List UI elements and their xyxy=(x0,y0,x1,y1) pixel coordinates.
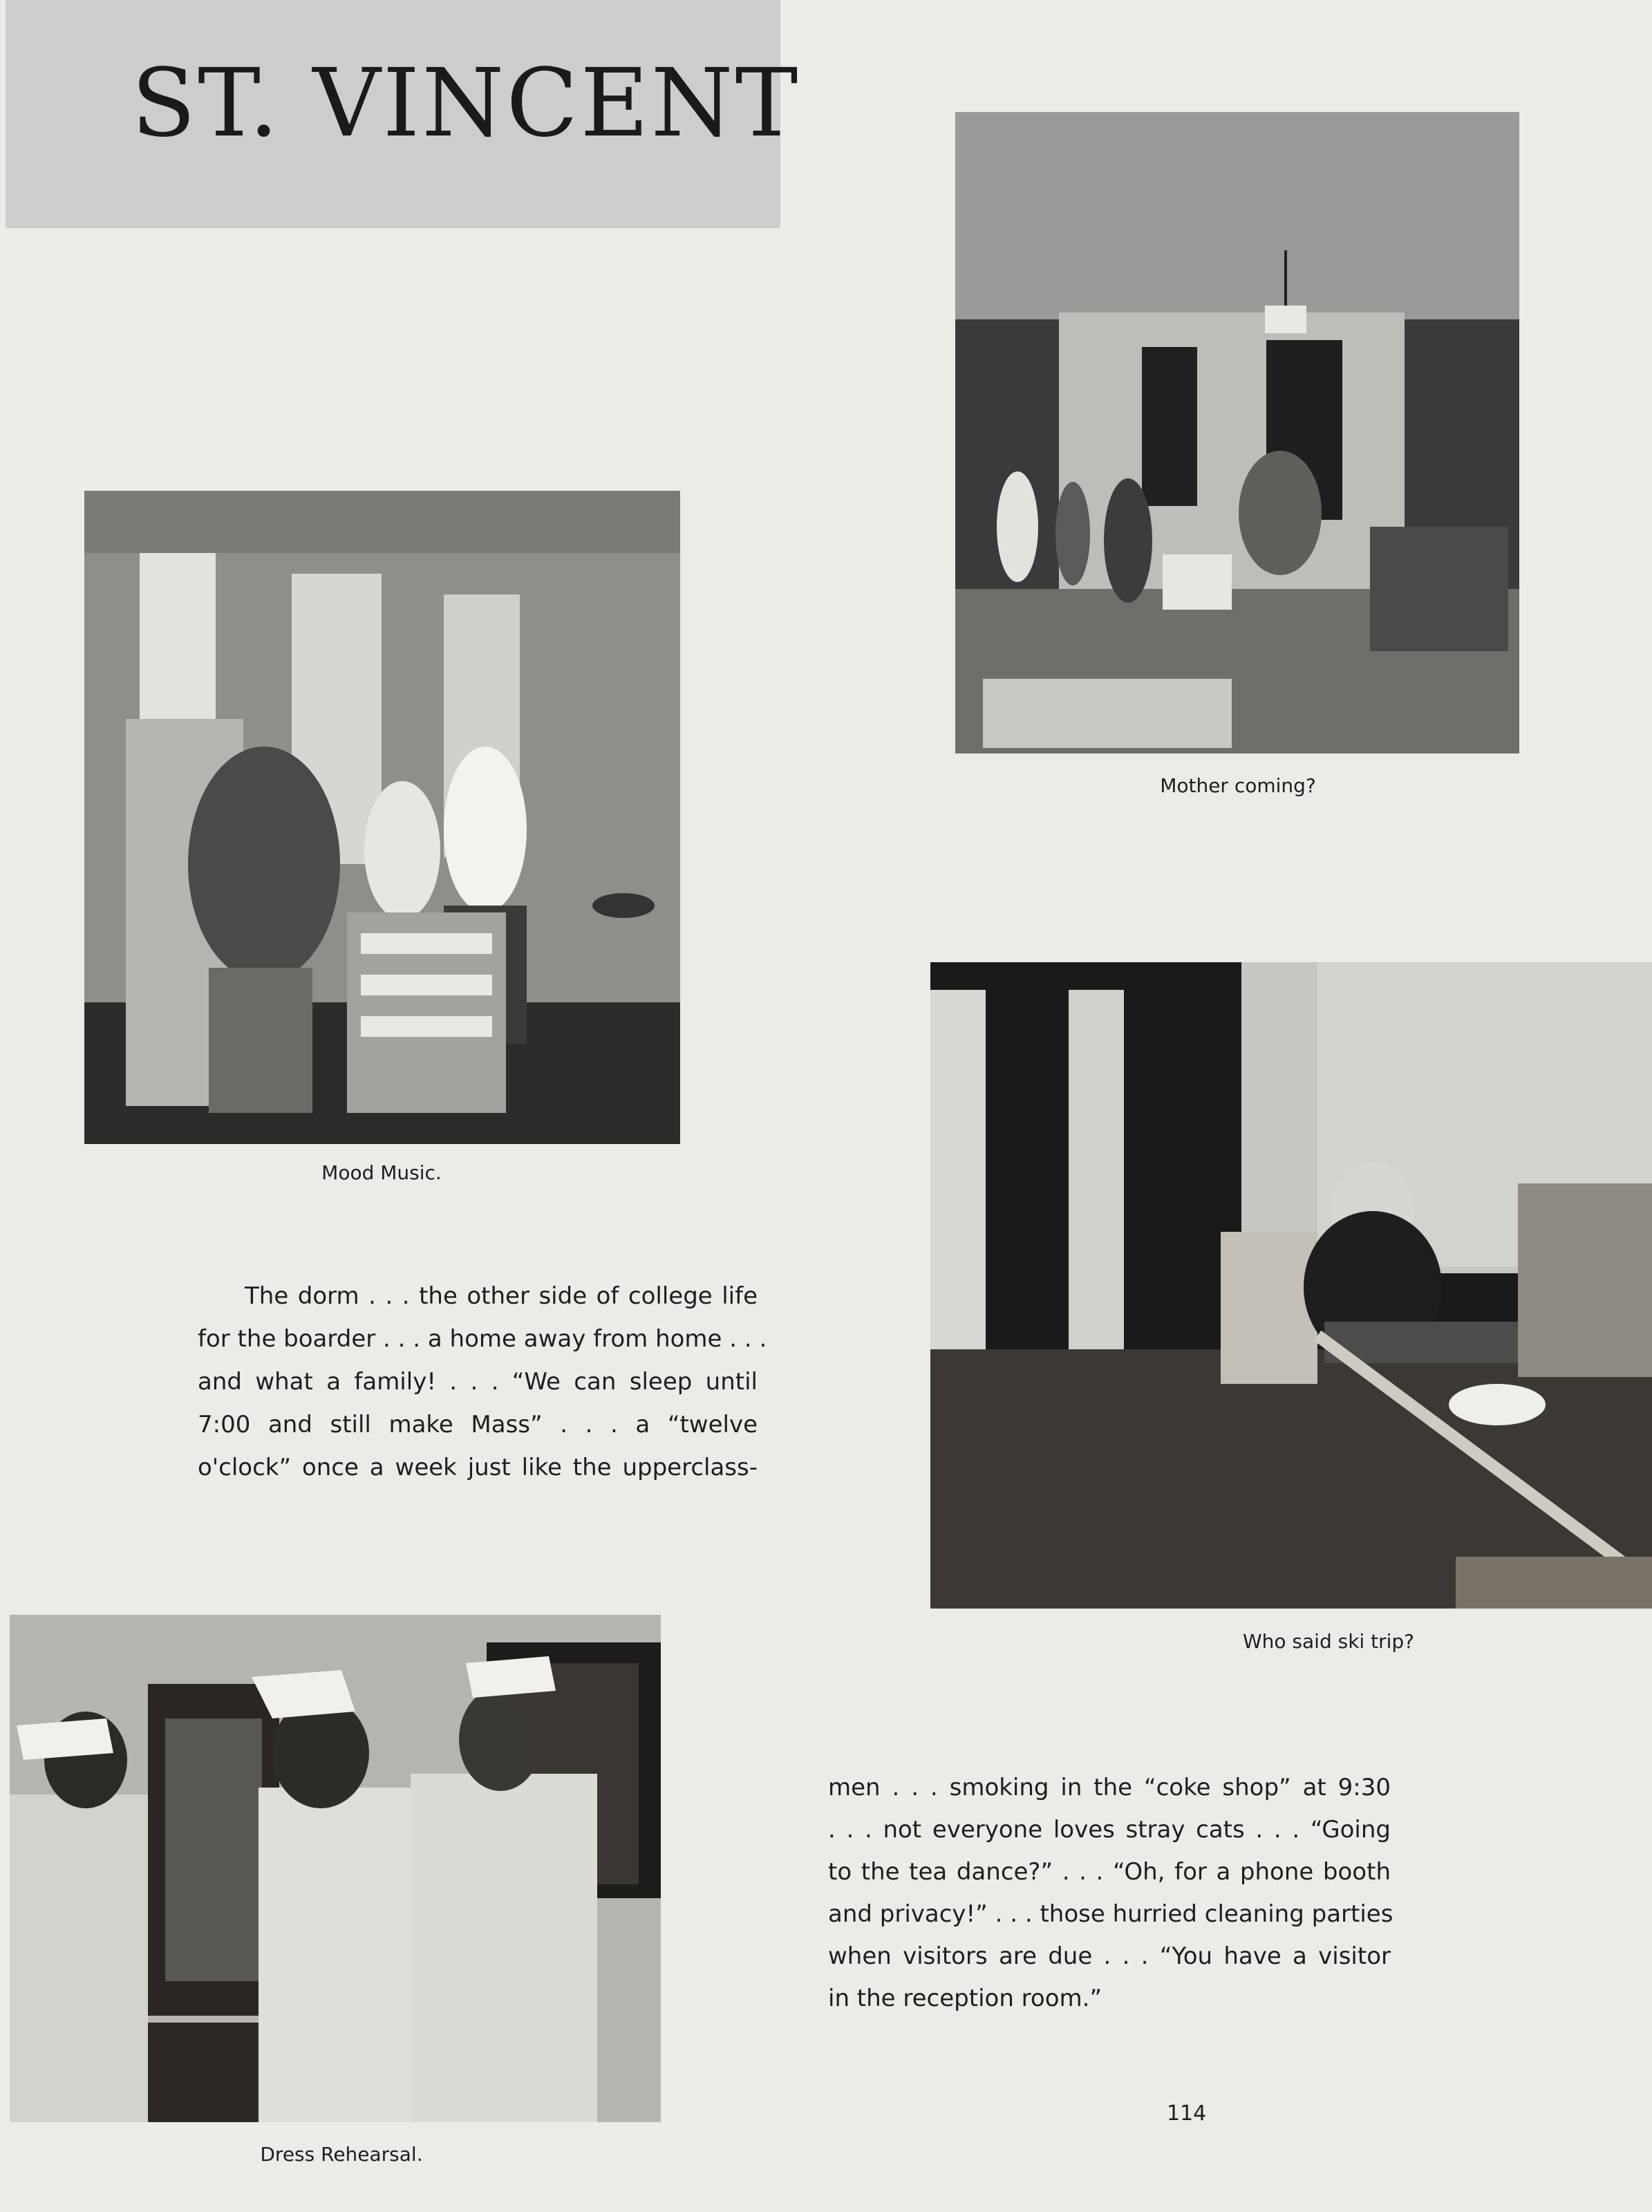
piano-scene-image xyxy=(84,491,680,1144)
photo-mood-music xyxy=(84,491,680,1144)
body-line: o'clock” once a week just like the upperclass- xyxy=(198,1454,758,1481)
body-line: men . . . smoking in the “coke shop” at 9:30 xyxy=(828,1774,1391,1801)
body-line: and privacy!” . . . those hurried cleaning parties xyxy=(828,1900,1393,1928)
body-line: and what a family! . . . “We can sleep until xyxy=(198,1368,758,1396)
hallway-scene-image xyxy=(930,962,1652,1609)
page-number: 114 xyxy=(1167,2101,1207,2126)
body-line: 7:00 and still make Mass” . . . a “twelve xyxy=(198,1411,758,1438)
nurses-scene-image xyxy=(10,1615,661,2122)
dorm-room-scene-image xyxy=(955,112,1519,753)
body-line: in the reception room.” xyxy=(828,1985,1102,2012)
caption-mother-coming: Mother coming? xyxy=(1160,774,1316,797)
caption-mood-music: Mood Music. xyxy=(321,1161,442,1184)
photo-dress-rehearsal xyxy=(10,1615,661,2122)
body-text-column-1 xyxy=(198,1275,767,1489)
caption-dress-rehearsal: Dress Rehearsal. xyxy=(260,2143,423,2166)
body-text-column-2 xyxy=(828,1767,1391,2020)
page-title: ST. VINCENT xyxy=(131,49,800,158)
body-line: when visitors are due . . . “You have a visitor xyxy=(828,1942,1391,1970)
body-line: for the boarder . . . a home away from home . . . xyxy=(198,1325,767,1353)
photo-mother-coming xyxy=(955,112,1519,753)
body-line: The dorm . . . the other side of college life xyxy=(245,1282,758,1310)
body-line: to the tea dance?” . . . “Oh, for a phone booth xyxy=(828,1858,1391,1886)
title-band xyxy=(6,0,800,228)
caption-ski-trip: Who said ski trip? xyxy=(1242,1630,1415,1653)
photo-ski-trip xyxy=(930,962,1652,1609)
body-line: . . . not everyone loves stray cats . . . “Going xyxy=(828,1816,1391,1844)
